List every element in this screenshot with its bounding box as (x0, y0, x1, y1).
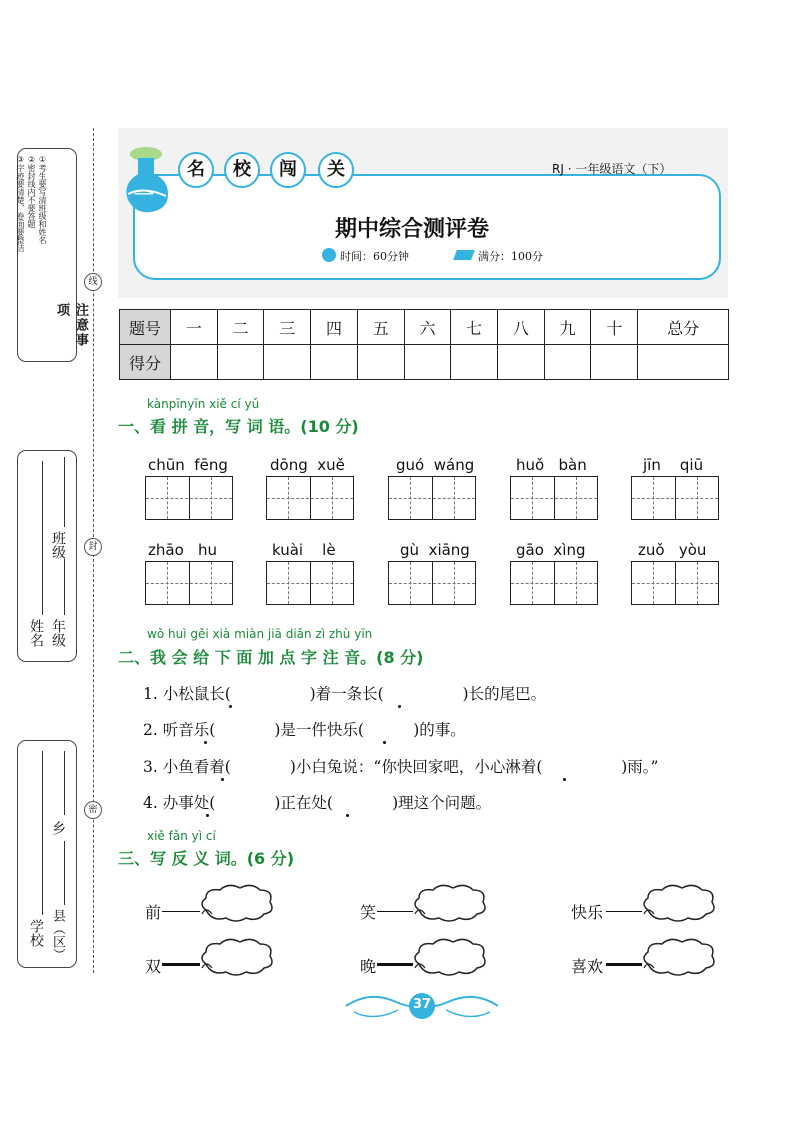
score-cell[interactable] (451, 345, 498, 380)
answer-cloud-icon[interactable] (638, 938, 718, 978)
badge-4: 关 (318, 152, 354, 188)
emphasis-dot (206, 814, 209, 817)
pinyin-2-2: kuài lè (272, 541, 336, 559)
antonym-line (377, 911, 413, 912)
answer-cloud-icon[interactable] (409, 884, 489, 924)
score-cell[interactable] (404, 345, 451, 380)
column-4: 四 (311, 310, 358, 345)
writing-grid[interactable] (631, 476, 719, 520)
pinyin-1-3: guó wáng (396, 456, 475, 474)
county-label: 县（区） (50, 909, 65, 961)
column-7: 七 (451, 310, 498, 345)
county-blank[interactable] (64, 841, 65, 905)
section3-title: 三、写 反 义 词。(6 分) (118, 849, 295, 868)
antonym-line (162, 911, 200, 912)
emphasis-dot (204, 741, 207, 744)
section1-title: 一、看 拼 音，写 词 语。(10 分) (118, 417, 359, 436)
antonym-line (606, 911, 642, 912)
township-label: 乡 (50, 821, 66, 835)
column-10: 十 (591, 310, 638, 345)
writing-grid[interactable] (266, 476, 354, 520)
school-info-box (17, 740, 77, 968)
column-8: 八 (498, 310, 545, 345)
seal-mark-dense: 密 (84, 801, 102, 819)
emphasis-dot (383, 741, 386, 744)
antonym-line (377, 963, 413, 966)
section1-pinyin: kànpīnyīn xiě cí yǔ (147, 397, 260, 411)
score-cell[interactable] (217, 345, 264, 380)
page-number: 37 (412, 997, 432, 1012)
note-3: ③字迹要清楚，卷面要整洁 (16, 155, 25, 252)
column-1: 一 (171, 310, 218, 345)
time-limit: 时间：60分钟 (340, 250, 409, 263)
section2-pinyin: wǒ huì gěi xià miàn jiā diǎn zì zhù yīn (147, 627, 373, 641)
writing-grid[interactable] (510, 561, 598, 605)
antonym-word-5: 晚 (360, 957, 377, 976)
writing-grid[interactable] (388, 476, 476, 520)
emphasis-dot (229, 705, 232, 708)
notes-box (16, 148, 88, 362)
question-2-3: 3. 小鱼看着( )小白兔说：“你快回家吧，小心淋着( )雨。” (143, 758, 659, 776)
writing-grid[interactable] (145, 561, 233, 605)
question-number-row (120, 310, 729, 345)
grade-label: 年级 (50, 619, 66, 647)
score-cell[interactable] (264, 345, 311, 380)
antonym-line (162, 963, 200, 966)
score-cell[interactable] (498, 345, 545, 380)
antonym-line (606, 963, 642, 966)
score-cell[interactable] (171, 345, 218, 380)
emphasis-dot (346, 814, 349, 817)
township-blank[interactable] (64, 751, 65, 815)
emphasis-dot (221, 778, 224, 781)
pinyin-1-1: chūn fēng (148, 456, 228, 474)
emphasis-dot (398, 705, 401, 708)
notes-title: 注意事项 (54, 303, 88, 348)
score-table (119, 309, 729, 380)
pinyin-1-2: dōng xuě (270, 456, 345, 474)
total-score-cell[interactable] (638, 345, 729, 380)
writing-grid[interactable] (266, 561, 354, 605)
question-number-label: 题号 (120, 310, 171, 345)
score-row (120, 345, 729, 380)
svg-text:一: 一 (134, 183, 154, 207)
emphasis-dot (563, 778, 566, 781)
writing-grid[interactable] (510, 476, 598, 520)
antonym-word-2: 笑 (360, 903, 377, 922)
grade-blank[interactable] (64, 559, 65, 615)
column-9: 九 (544, 310, 591, 345)
answer-cloud-icon[interactable] (196, 884, 276, 924)
pinyin-1-5: jīn qiū (643, 456, 704, 474)
score-cell[interactable] (311, 345, 358, 380)
column-2: 二 (217, 310, 264, 345)
antonym-word-4: 双 (145, 957, 162, 976)
writing-grid[interactable] (145, 476, 233, 520)
total-column: 总分 (638, 310, 729, 345)
question-2-2: 2. 听音乐( )是一件快乐( )的事。 (143, 721, 466, 739)
exam-title: 期中综合测评卷 (335, 216, 490, 242)
clock-icon (322, 248, 336, 262)
mortarboard-icon (453, 250, 475, 260)
answer-cloud-icon[interactable] (638, 884, 718, 924)
pinyin-2-4: gāo xìng (516, 541, 586, 559)
school-label: 学校 (28, 919, 44, 947)
class-blank[interactable] (64, 457, 65, 527)
student-info-box (17, 450, 77, 662)
pinyin-2-3: gù xiāng (400, 541, 470, 559)
note-1: ①考生要写清班级和姓名 (38, 155, 47, 244)
class-label: 班级 (50, 531, 66, 559)
pinyin-2-1: zhāo hu (148, 541, 218, 559)
name-label: 姓名 (28, 619, 44, 647)
score-cell[interactable] (544, 345, 591, 380)
antonym-word-3: 快乐 (571, 903, 604, 922)
name-blank[interactable] (42, 461, 43, 615)
full-score: 满分：100分 (478, 250, 543, 263)
note-2: ②密封线内不要答题 (27, 155, 36, 228)
score-cell[interactable] (591, 345, 638, 380)
seal-mark-seal: 封 (84, 538, 102, 556)
writing-grid[interactable] (388, 561, 476, 605)
pinyin-1-4: huǒ bàn (516, 456, 587, 474)
section2-title: 二、我 会 给 下 面 加 点 字 注 音。(8 分) (118, 648, 424, 667)
answer-cloud-icon[interactable] (409, 938, 489, 978)
section3-pinyin: xiě fǎn yì cí (147, 829, 216, 843)
badge-2: 校 (224, 152, 260, 188)
column-3: 三 (264, 310, 311, 345)
badge-1: 名 (178, 152, 214, 188)
score-cell[interactable] (357, 345, 404, 380)
column-6: 六 (404, 310, 451, 345)
series-label: RJ · 一年级语文（下） (552, 162, 672, 176)
writing-grid[interactable] (631, 561, 719, 605)
seal-mark-line: 线 (84, 273, 102, 291)
question-2-1: 1. 小松鼠长( )着一条长( )长的尾巴。 (143, 685, 547, 703)
antonym-word-1: 前 (145, 903, 162, 922)
antonym-word-6: 喜欢 (571, 957, 604, 976)
pinyin-2-5: zuǒ yòu (638, 541, 707, 559)
flask-logo-icon (114, 140, 174, 216)
school-blank[interactable] (42, 751, 43, 915)
badge-3: 闯 (270, 152, 306, 188)
answer-cloud-icon[interactable] (196, 938, 276, 978)
column-5: 五 (357, 310, 404, 345)
score-label: 得分 (120, 345, 171, 380)
question-2-4: 4. 办事处( )正在处( )理这个问题。 (143, 794, 492, 812)
